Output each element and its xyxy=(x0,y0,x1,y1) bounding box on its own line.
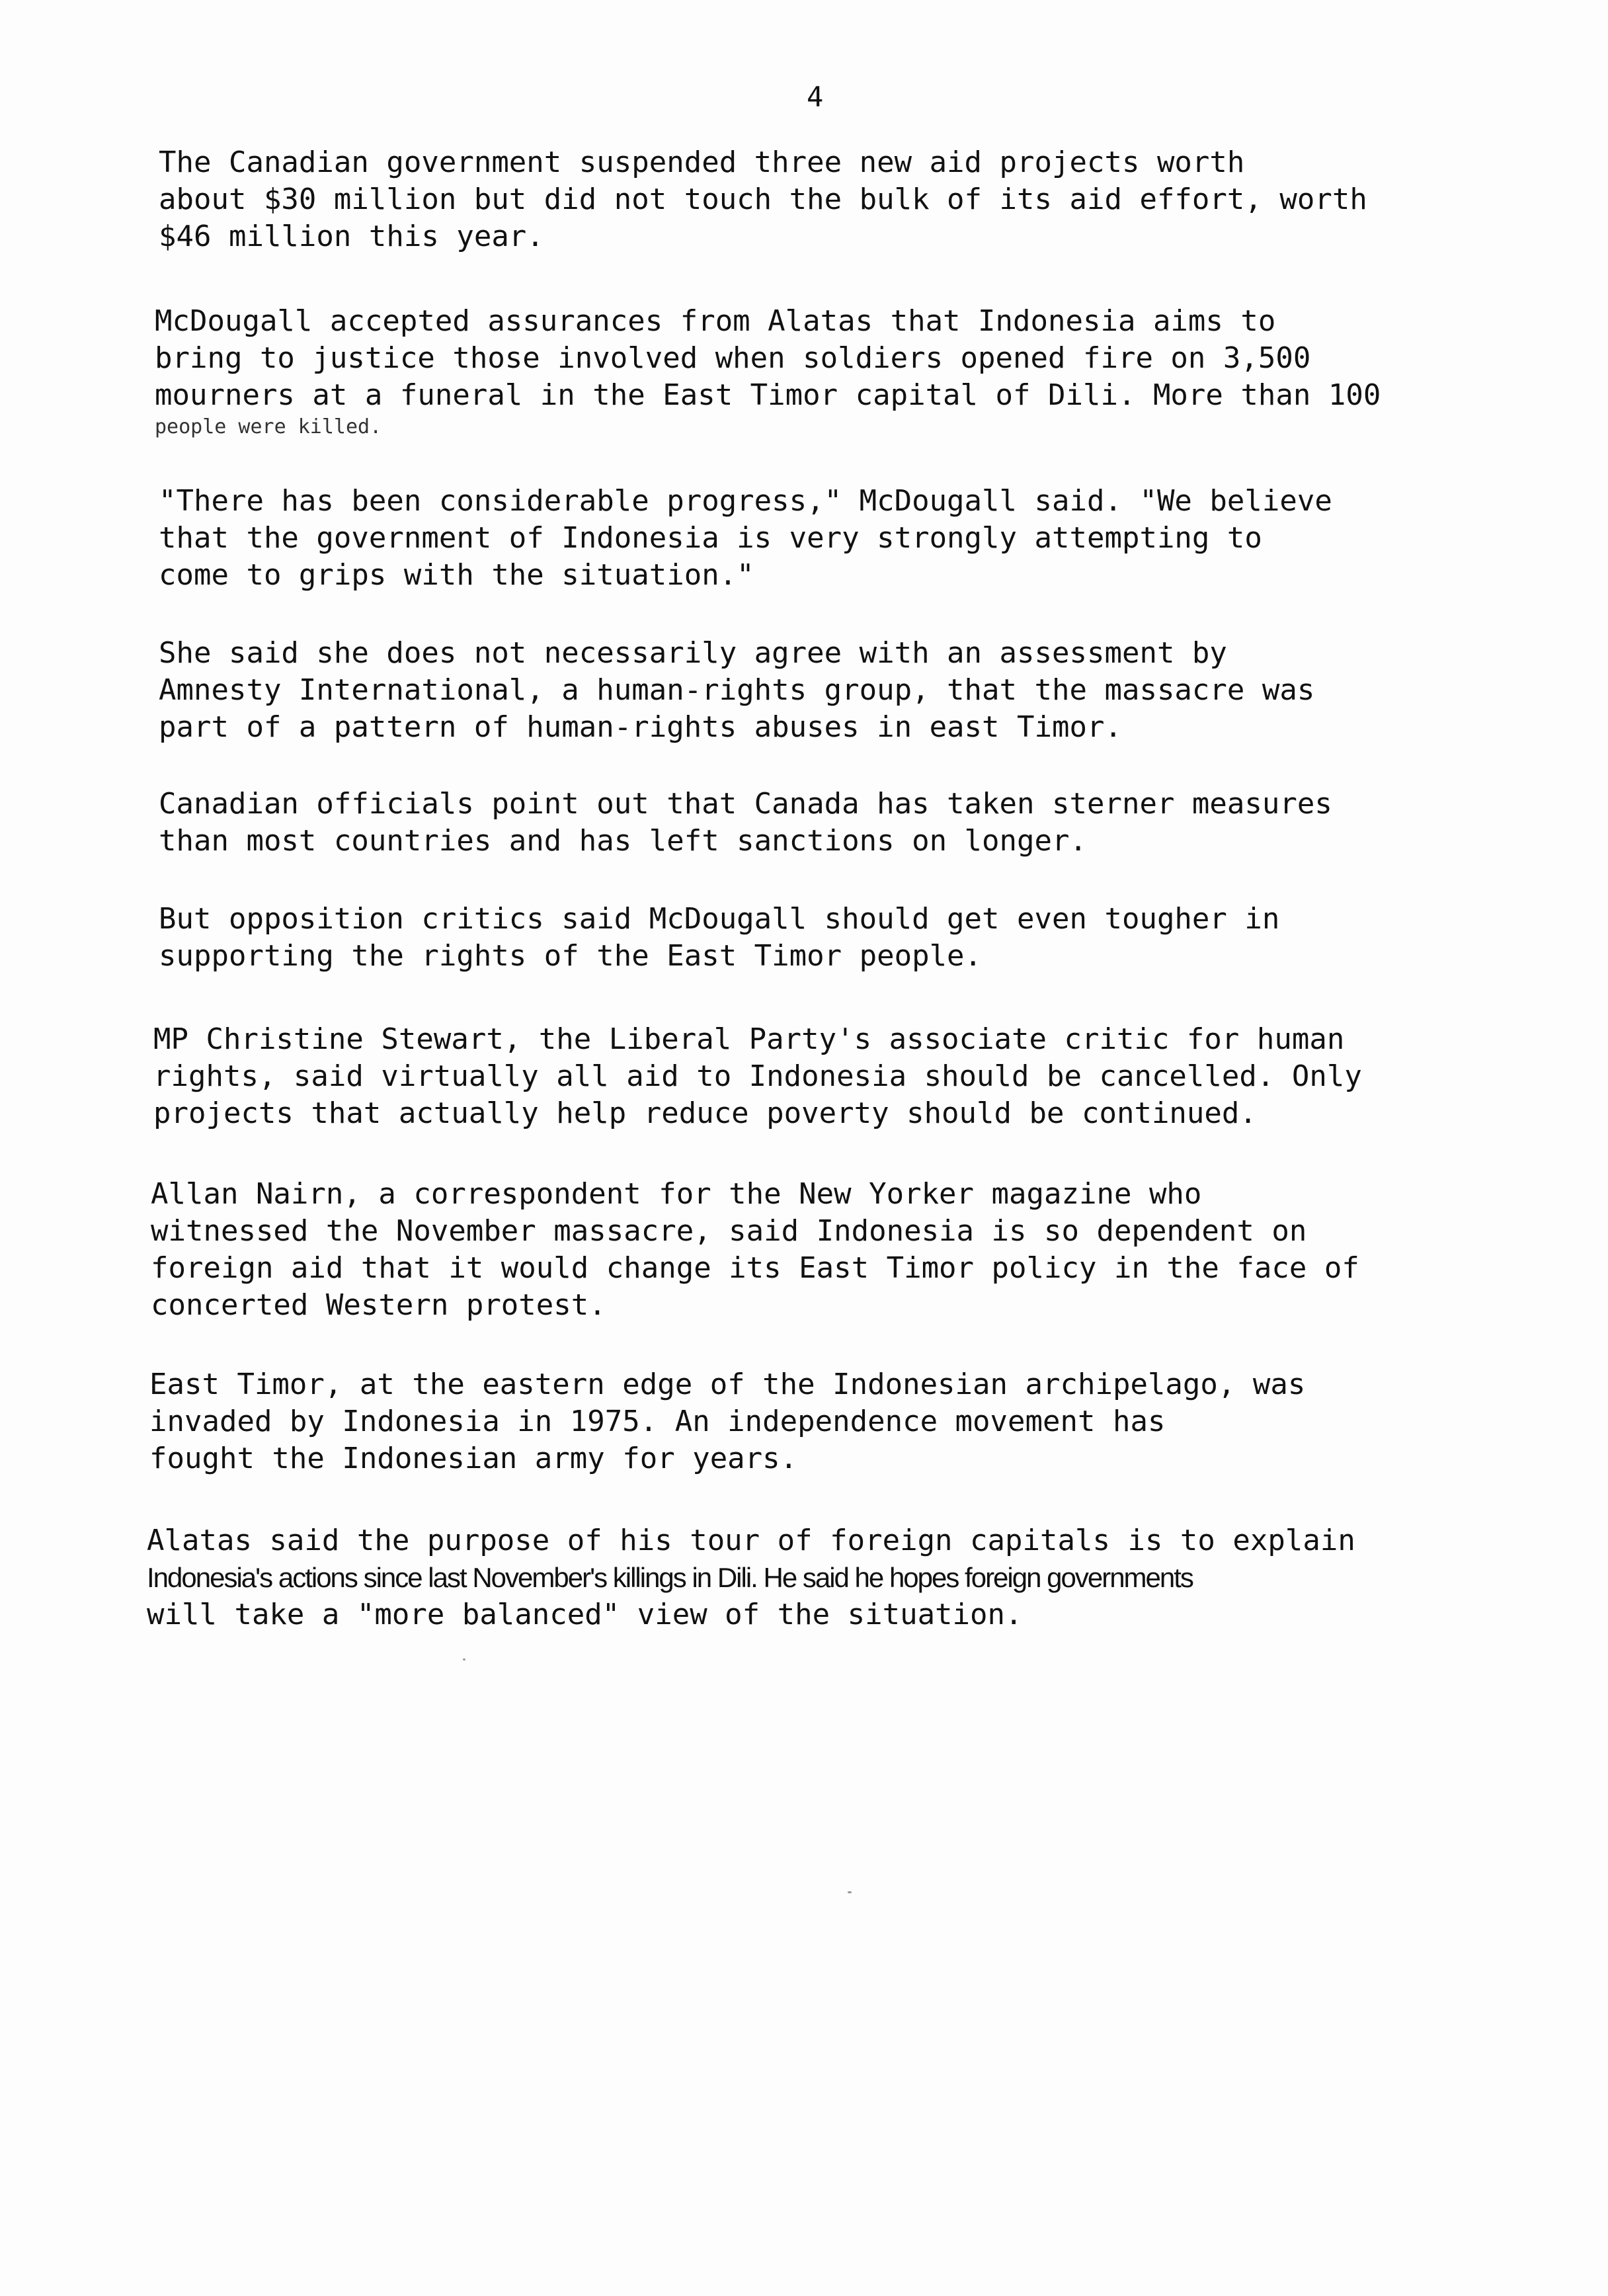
text-line: part of a pattern of human-rights abuses in east Timor. xyxy=(159,710,1122,744)
text-line: than most countries and has left sanctions on longer. xyxy=(159,824,1087,858)
text-line: "There has been considerable progress," McDougall said. "We believe xyxy=(159,484,1332,518)
paragraph-6 xyxy=(159,901,1468,975)
text-line: Canadian officials point out that Canada has taken sterner measures xyxy=(159,787,1332,821)
text-line: will take a "more balanced" view of the situation. xyxy=(147,1598,1023,1631)
paragraph-3 xyxy=(159,483,1468,594)
text-line: bring to justice those involved when soldiers opened fire on 3,500 xyxy=(155,341,1311,375)
paragraph-8 xyxy=(151,1176,1460,1324)
paragraph-4 xyxy=(159,635,1468,746)
scan-speck xyxy=(848,1891,852,1893)
text-line: Allan Nairn, a correspondent for the New Yorker magazine who xyxy=(151,1177,1202,1211)
text-line-degraded: people were killed. xyxy=(155,415,382,438)
scan-speck xyxy=(463,1659,465,1660)
text-line: fought the Indonesian army for years. xyxy=(149,1442,798,1475)
text-line: concerted Western protest. xyxy=(151,1288,606,1322)
paragraph-1 xyxy=(159,144,1468,255)
text-line: Alatas said the purpose of his tour of foreign capitals is to explain xyxy=(147,1524,1355,1557)
text-line: witnessed the November massacre, said Indonesia is so dependent on xyxy=(151,1214,1307,1248)
text-line: come to grips with the situation." xyxy=(159,558,754,592)
page-number: 4 xyxy=(807,81,824,113)
text-line: She said she does not necessarily agree with an assessment by xyxy=(159,636,1227,670)
text-line: But opposition critics said McDougall should get even tougher in xyxy=(159,902,1280,936)
paragraph-10 xyxy=(147,1522,1456,1633)
text-line: $46 million this year. xyxy=(159,220,544,253)
text-line: about $30 million but did not touch the bulk of its aid effort, worth xyxy=(159,183,1367,216)
text-line: Amnesty International, a human-rights group, that the massacre was xyxy=(159,673,1315,707)
text-line: supporting the rights of the East Timor people. xyxy=(159,939,983,973)
text-line: invaded by Indonesia in 1975. An independence movement has xyxy=(149,1405,1166,1438)
paragraph-7 xyxy=(153,1021,1463,1132)
paragraph-5 xyxy=(159,786,1468,860)
text-line: projects that actually help reduce poverty should be continued. xyxy=(153,1096,1257,1130)
paragraph-2 xyxy=(155,303,1464,440)
text-line: rights, said virtually all aid to Indonesia should be cancelled. Only xyxy=(153,1059,1362,1093)
text-line-condensed: Indonesia's actions since last November's killings in Dili. He said he hopes foreign governments xyxy=(147,1562,1193,1593)
paragraph-9 xyxy=(149,1366,1459,1477)
text-line: foreign aid that it would change its East Timor policy in the face of xyxy=(151,1251,1359,1285)
text-line: The Canadian government suspended three new aid projects worth xyxy=(159,145,1245,179)
text-line: that the government of Indonesia is very strongly attempting to xyxy=(159,521,1262,555)
text-line: MP Christine Stewart, the Liberal Party's associate critic for human xyxy=(153,1022,1345,1056)
text-line: East Timor, at the eastern edge of the Indonesian archipelago, was xyxy=(149,1368,1306,1401)
text-line: mourners at a funeral in the East Timor capital of Dili. More than 100 xyxy=(155,378,1381,412)
text-line: McDougall accepted assurances from Alatas that Indonesia aims to xyxy=(155,304,1276,338)
